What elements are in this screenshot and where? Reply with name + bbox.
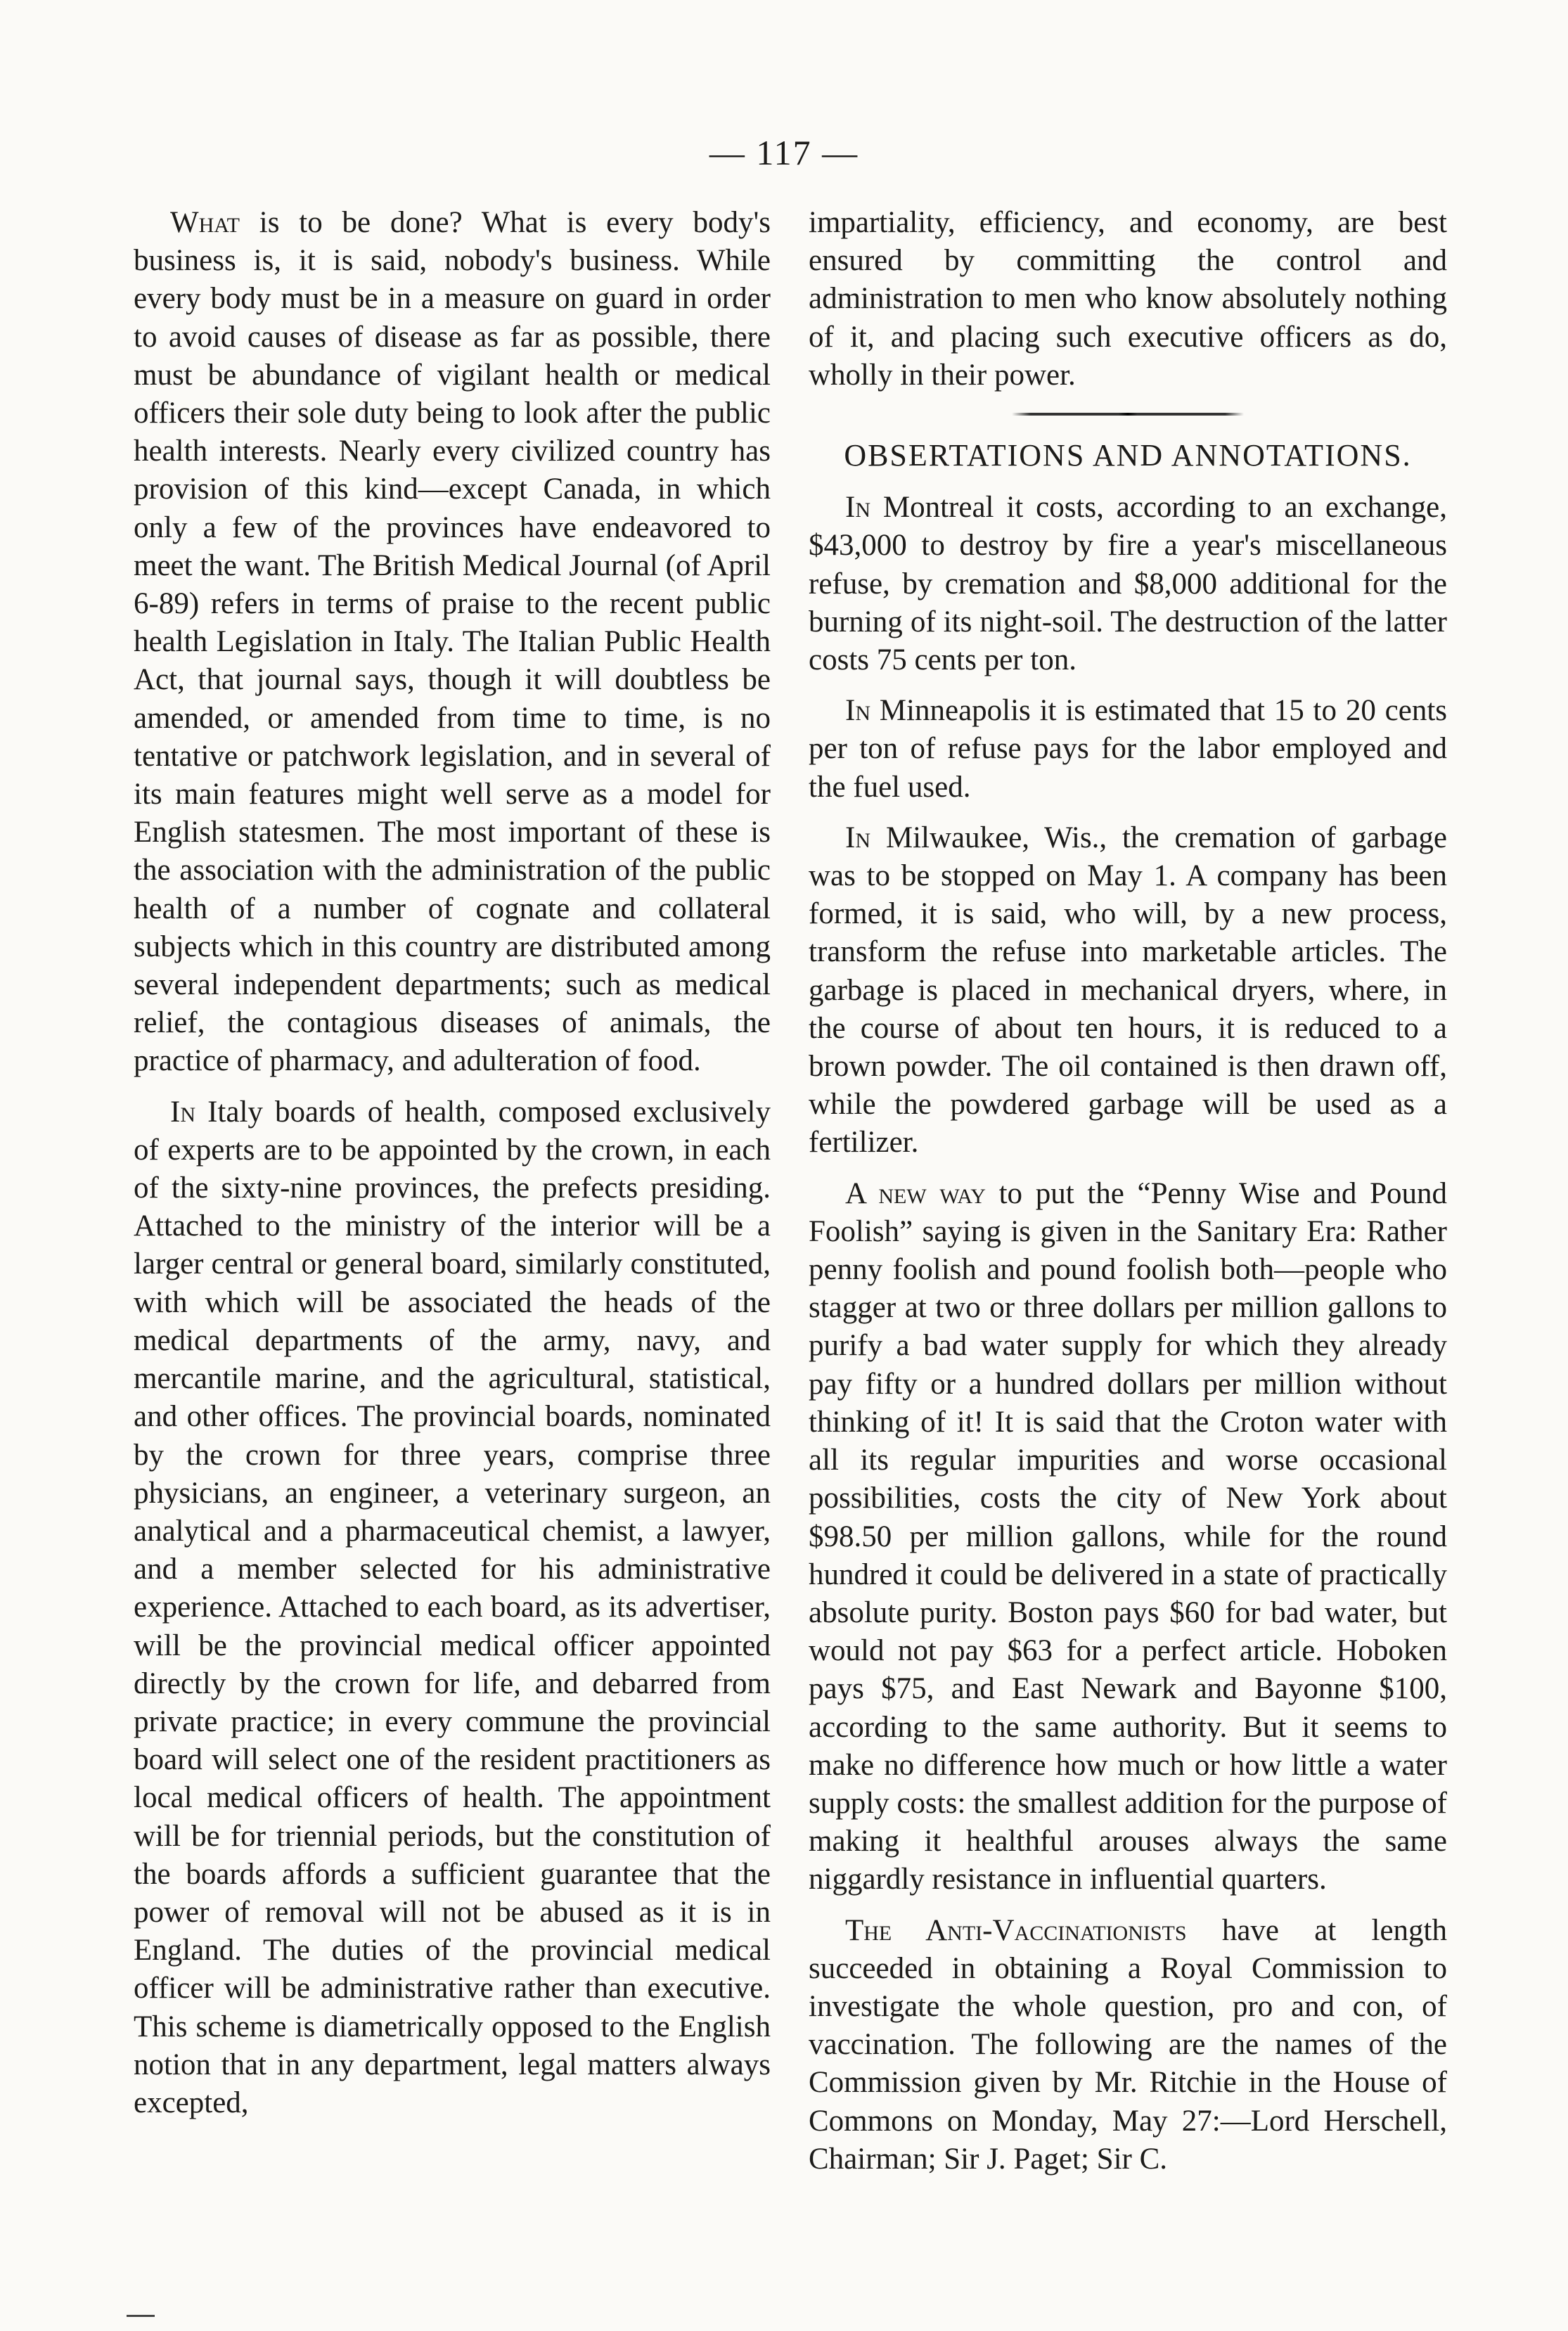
paragraph-lead: In (170, 1095, 195, 1129)
paragraph-lead: In (845, 821, 870, 854)
paragraph-text: Milwaukee, Wis., the cremation of garbage was to be stopped on May 1. A company has been formed, it is said, who will, by a new process, transform the refuse into marketable articles. The garbage is placed in mechanical dryers, where, in the course of about ten hours, it is reduced to a brown powder. The oil contained is then drawn off, while the powdered garbage will be used as a fertilizer. (809, 821, 1447, 1160)
section-heading: OBSERTATIONS AND ANNOTATIONS. (844, 438, 1412, 473)
right-column (809, 204, 1447, 2191)
paragraph-lead: In (845, 694, 870, 728)
paragraph-new-way (809, 1175, 1447, 1899)
paragraph-text: to put the “Penny Wise and Pound Foolish” saying is given in the Sanitary Era: Rather penny foolish and pound foolish both—people who stagger at two or three dollars per million gallons to purify a bad water supply for which they already pay fifty or a hundred dollars per million without thinking of it! It is said that the Croton water with all its regular impurities and worse occasional possibilities, costs the city of New York about $98.50 per million gallons, while for the round hundred it could be delivered in a state of practically absolute purity. Boston pays $60 for bad water, but would not pay $63 for a perfect article. Hoboken pays $75, and East Newark and Bayonne $100, according to the same authority. But it seems to make no difference how much or how little a water supply costs: the smallest addition for the purpose of making it healthful arouses always the same niggardly resistance in influential quarters. (809, 1176, 1447, 1896)
paragraph-lead: In (845, 491, 870, 525)
paragraph-continuation: impartiality, efficiency, and economy, are best ensured by committing the control and administration to men who know absolutely nothing of it, and placing such executive officers as do, wholly in their power. (809, 206, 1447, 392)
left-column (134, 204, 771, 2135)
paragraph-montreal (809, 489, 1447, 679)
paragraph-text: Montreal it costs, according to an exchange, $43,000 to destroy by fire a year's miscellaneous refuse, by cremation and $8,000 additional for the burning of its night-soil. The destruction of the latter costs 75 cents per ton. (809, 491, 1447, 677)
page-number: — 117 — (709, 133, 859, 172)
section-divider (1012, 413, 1244, 416)
paragraph-text: is to be done? What is every body's business is, it is said, nobody's business. While every body must be in a measure on guard in order to avoid causes of disease as far as possible, there must be abundance of vigilant health or medical officers their sole duty being to look after the public health interests. Nearly every civilized country has provision of this kind—except Canada, in which only a few of the provinces have endeavored to meet the want. The British Medical Journal (of April 6-89) refers in terms of praise to the recent public health Legislation in Italy. The Italian Public Health Act, that journal says, though it will doubtless be amended, or amended from time to time, is no tentative or patchwork legislation, and in several of its main features might well serve as a model for English statesmen. The most important of these is the association with the administration of the public health of a number of cognate and collateral subjects which in this country are distributed among several independent departments; such as medical relief, the contagious diseases of animals, the practice of pharmacy, and adulteration of food. (134, 206, 771, 1078)
paragraph-anti-vaccinationists (809, 1912, 1447, 2178)
paragraph-lead: The Anti-Vaccinationists (845, 1913, 1187, 1947)
paragraph-what-is-to-be-done (134, 204, 771, 1081)
paragraph-text: have at length succeeded in obtaining a Royal Commission to investigate the whole question, pro and con, of vaccination. The following are the names of the Commission given by Mr. Ritchie in the House of Commons on Monday, May 27:—Lord Herschell, Chairman; Sir J. Paget; Sir C. (809, 1913, 1447, 2176)
paragraph-text: Minneapolis it is estimated that 15 to 20 cents per ton of refuse pays for the labor employed and the fuel used. (809, 694, 1447, 804)
paragraph-italy-boards (134, 1093, 771, 2122)
paragraph-text: Italy boards of health, composed exclusively of experts are to be appointed by the crown, in each of the sixty-nine provinces, the prefects presiding. Attached to the ministry of the interior will be a larger central or general board, similarly constituted, with which will be associated the heads of the medical departments of the army, navy, and mercantile marine, and the agricultural, statistical, and other offices. The provincial boards, nominated by the crown for three years, comprise three physicians, an engineer, a veterinary surgeon, an analytical and a pharmaceutical chemist, a lawyer, and a member selected for his administrative experience. Attached to each board, as its advertiser, will be the provincial medical officer appointed directly by the crown for life, and debarred from private practice; in every commune the provincial board will select one of the resident practitioners as local medical officers of health. The appointment will be for triennial periods, but the constitution of the boards affords a sufficient guarantee that the power of removal will not be abused as it is in England. The duties of the provincial medical officer will be administrative rather than executive. This scheme is diametrically opposed to the English notion that in any department, legal matters always excepted, (134, 1095, 771, 2119)
paragraph-milwaukee (809, 819, 1447, 1162)
paragraph-minneapolis (809, 692, 1447, 807)
paragraph-lead: A new way (845, 1176, 986, 1210)
footer-mark (127, 2315, 155, 2317)
paragraph-lead: What (170, 206, 240, 239)
